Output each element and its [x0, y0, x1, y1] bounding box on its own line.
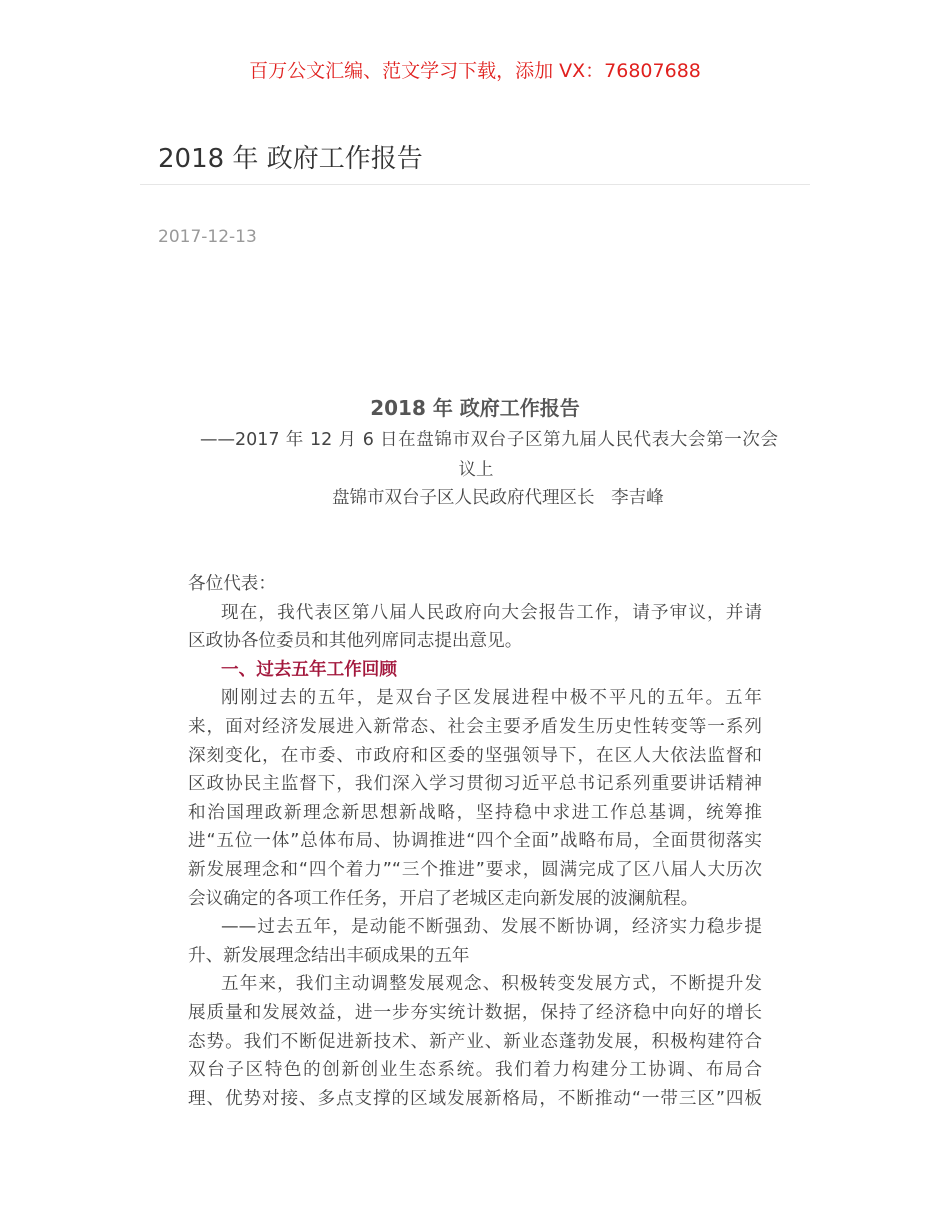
paragraph-line: 刚刚过去的五年，是双台子区发展进程中极不平凡的五年。五年	[221, 688, 762, 709]
paragraph-line: 区政协各位委员和其他列席同志提出意见。	[188, 631, 523, 652]
paragraph-line: 理、优势对接、多点支撑的区域发展新格局，不断推动“一带三区”四板	[188, 1088, 762, 1109]
paragraph-line: 态势。我们不断促进新技术、新产业、新业态蓬勃发展，积极构建符合	[188, 1031, 762, 1052]
document-subtitle: ——2017 年 12 月 6 日在盘锦市双台子区第九届人民代表大会第一次会	[200, 430, 778, 450]
section-heading: 一、过去五年工作回顾	[221, 659, 397, 680]
paragraph-line: 升、新发展理念结出丰硕成果的五年	[188, 945, 470, 966]
document-subtitle-cont: 议上	[458, 460, 494, 480]
paragraph-line: 进“五位一体”总体布局、协调推进“四个全面”战略布局，全面贯彻落实	[188, 831, 762, 852]
paragraph-line: 和治国理政新理念新思想新战略，坚持稳中求进工作总基调，统筹推	[188, 802, 762, 823]
post-date: 2017-12-13	[158, 227, 257, 247]
promo-banner: 百万公文汇编、范文学习下载，添加 VX：76807688	[249, 60, 701, 82]
salutation: 各位代表：	[188, 574, 276, 594]
paragraph-line: 双台子区特色的创新创业生态系统。我们着力构建分工协调、布局合	[188, 1060, 762, 1081]
paragraph-line: 新发展理念和“四个着力”“三个推进”要求，圆满完成了区八届人大历次	[188, 859, 762, 880]
paragraph-line: 展质量和发展效益，进一步夯实统计数据，保持了经济稳中向好的增长	[188, 1002, 762, 1023]
paragraph-line: 现在，我代表区第八届人民政府向大会报告工作，请予审议，并请	[221, 602, 762, 623]
paragraph-line: 会议确定的各项工作任务，开启了老城区走向新发展的波澜航程。	[188, 888, 699, 909]
paragraph-line: 来，面对经济发展进入新常态、社会主要矛盾发生历史性转变等一系列	[188, 716, 762, 737]
paragraph-line: 区政协民主监督下，我们深入学习贯彻习近平总书记系列重要讲话精神	[188, 774, 762, 795]
document-title: 2018 年 政府工作报告	[370, 396, 580, 420]
paragraph-line: ——过去五年，是动能不断强劲、发展不断协调，经济实力稳步提	[221, 917, 762, 938]
paragraph-line: 五年来，我们主动调整发展观念、积极转变发展方式，不断提升发	[221, 974, 762, 995]
title-divider	[140, 184, 810, 185]
page-title: 2018 年 政府工作报告	[158, 144, 423, 174]
document-author: 盘锦市双台子区人民政府代理区长 李吉峰	[332, 488, 664, 508]
document-body	[188, 570, 762, 1113]
paragraph-line: 深刻变化，在市委、市政府和区委的坚强领导下，在区人大依法监督和	[188, 745, 762, 766]
